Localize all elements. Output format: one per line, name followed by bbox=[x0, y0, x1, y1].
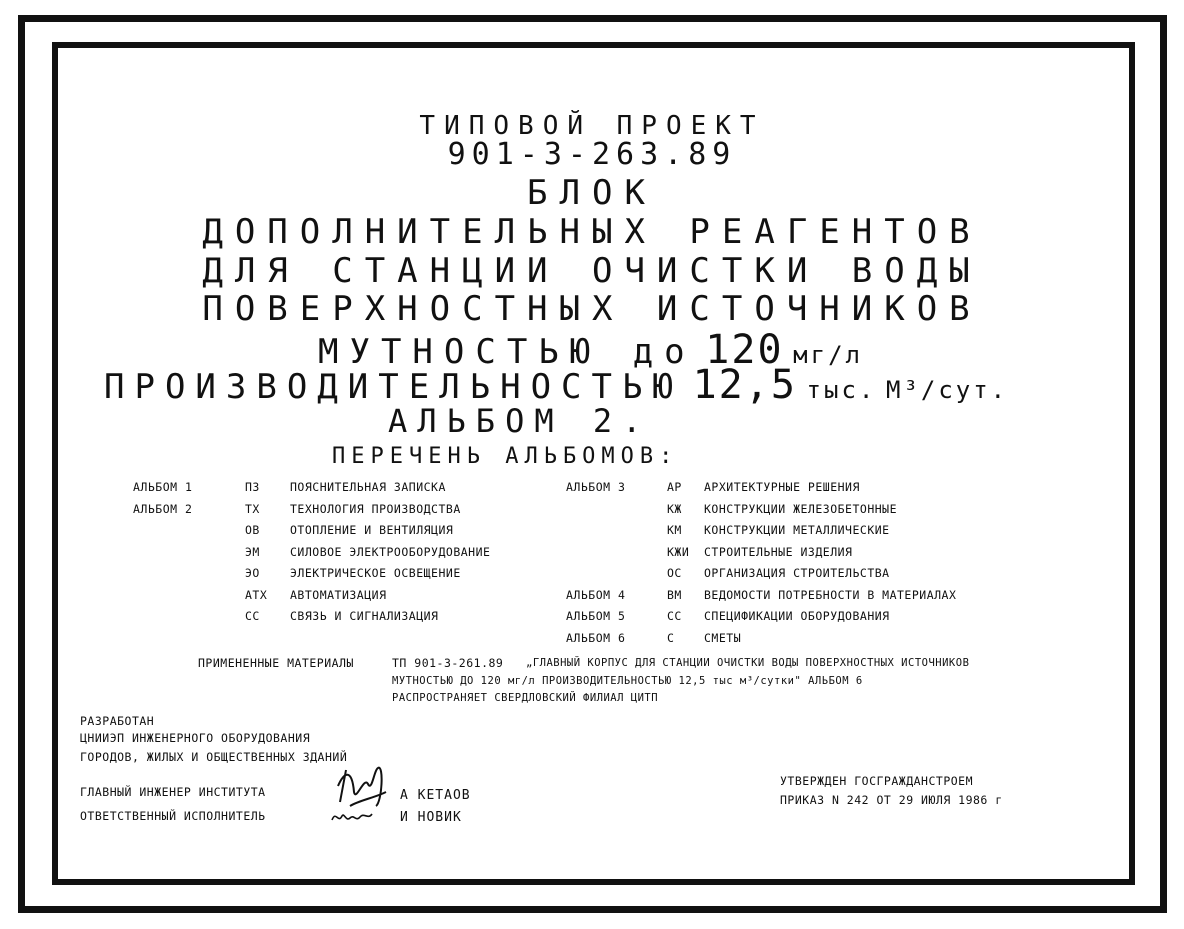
developer-line1: РАЗРАБОТАН bbox=[80, 714, 155, 728]
approval-line1: УТВЕРЖДЕН ГОСГРАЖДАНСТРОЕМ bbox=[780, 774, 974, 788]
albums-list-heading: ПЕРЕЧЕНЬ АЛЬБОМОВ: bbox=[332, 444, 679, 469]
developer-line2: ЦНИИЭП ИНЖЕНЕРНОГО ОБОРУДОВАНИЯ bbox=[80, 731, 311, 745]
title-water-station: ДЛЯ СТАНЦИИ ОЧИСТКИ ВОДЫ bbox=[202, 251, 982, 291]
capacity-line bbox=[104, 362, 1009, 408]
album-left-name: ЭЛЕКТРИЧЕСКОЕ ОСВЕЩЕНИЕ bbox=[290, 566, 461, 580]
title-additional-reagents: ДОПОЛНИТЕЛЬНЫХ РЕАГЕНТОВ bbox=[202, 212, 982, 252]
materials-line1: „ГЛАВНЫЙ КОРПУС ДЛЯ СТАНЦИИ ОЧИСТКИ ВОДЫ ПОВЕРХНОСТНЫХ ИСТОЧНИКОВ bbox=[526, 657, 970, 669]
album-left-name: СВЯЗЬ И СИГНАЛИЗАЦИЯ bbox=[290, 609, 439, 623]
album-right-name: КОНСТРУКЦИИ МЕТАЛЛИЧЕСКИЕ bbox=[704, 523, 890, 537]
turbidity-value: 120 bbox=[705, 327, 784, 373]
title-block: БЛОК bbox=[527, 173, 657, 213]
album-left-name: ОТОПЛЕНИЕ И ВЕНТИЛЯЦИЯ bbox=[290, 523, 454, 537]
album-right-code: АР bbox=[667, 480, 682, 494]
album-right-name: СМЕТЫ bbox=[704, 630, 742, 645]
album-right-code: КМ bbox=[667, 523, 682, 537]
album-right-code: КЖИ bbox=[667, 544, 690, 559]
album-left-name: ТЕХНОЛОГИЯ ПРОИЗВОДСТВА bbox=[290, 501, 461, 516]
capacity-unit-a: тыс. bbox=[806, 376, 877, 404]
album-left-code: ОВ bbox=[245, 523, 260, 537]
album-right-album: АЛЬБОМ 3 bbox=[566, 480, 626, 494]
album-right-album: АЛЬБОМ 4 bbox=[566, 587, 626, 602]
album-right-code: ВМ bbox=[667, 587, 682, 602]
album-left-code: ЭМ bbox=[245, 544, 260, 559]
album-number: АЛЬБОМ 2. bbox=[388, 402, 652, 440]
album-right-name: ОРГАНИЗАЦИЯ СТРОИТЕЛЬСТВА bbox=[704, 566, 890, 580]
materials-line3: РАСПРОСТРАНЯЕТ СВЕРДЛОВСКИЙ ФИЛИАЛ ЦИТП bbox=[392, 692, 659, 704]
responsible-role: ОТВЕТСТВЕННЫЙ ИСПОЛНИТЕЛЬ bbox=[80, 809, 266, 823]
album-right-album: АЛЬБОМ 6 bbox=[566, 630, 626, 645]
album-right-name: АРХИТЕКТУРНЫЕ РЕШЕНИЯ bbox=[704, 480, 860, 494]
album-right-code: С bbox=[667, 630, 675, 645]
album-right-name: СТРОИТЕЛЬНЫЕ ИЗДЕЛИЯ bbox=[704, 544, 853, 559]
album-left-name: АВТОМАТИЗАЦИЯ bbox=[290, 587, 387, 602]
materials-label: ПРИМЕНЕННЫЕ МАТЕРИАЛЫ bbox=[198, 656, 354, 670]
materials-ref: ТП 901-3-261.89 bbox=[392, 656, 504, 670]
title-surface-sources: ПОВЕРХНОСТНЫХ ИСТОЧНИКОВ bbox=[202, 289, 982, 329]
approval-line2: ПРИКАЗ N 242 ОТ 29 ИЮЛЯ 1986 г bbox=[780, 793, 1003, 807]
project-number: 901-3-263.89 bbox=[447, 137, 737, 172]
signature-chief bbox=[330, 762, 392, 812]
developer-line3: ГОРОДОВ, ЖИЛЫХ И ОБЩЕСТВЕННЫХ ЗДАНИЙ bbox=[80, 750, 348, 764]
album-left-album: АЛЬБОМ 1 bbox=[133, 480, 193, 494]
album-right-name: ВЕДОМОСТИ ПОТРЕБНОСТИ В МАТЕРИАЛАХ bbox=[704, 587, 957, 602]
album-left-code: СС bbox=[245, 609, 260, 623]
album-left-code: ЭО bbox=[245, 566, 260, 580]
capacity-unit-b: М³/сут. bbox=[885, 376, 1009, 404]
album-right-name: СПЕЦИФИКАЦИИ ОБОРУДОВАНИЯ bbox=[704, 609, 890, 623]
album-left-code: АТХ bbox=[245, 587, 268, 602]
album-right-album: АЛЬБОМ 5 bbox=[566, 609, 626, 623]
album-right-code: КЖ bbox=[667, 501, 682, 516]
capacity-value: 12,5 bbox=[692, 362, 797, 408]
materials-line2: МУТНОСТЬЮ ДО 120 мг/л ПРОИЗВОДИТЕЛЬНОСТЬЮ 12,5 тыс м³/сутки" АЛЬБОМ 6 bbox=[392, 675, 863, 687]
album-right-name: КОНСТРУКЦИИ ЖЕЛЕЗОБЕТОННЫЕ bbox=[704, 501, 898, 516]
chief-engineer-role: ГЛАВНЫЙ ИНЖЕНЕР ИНСТИТУТА bbox=[80, 785, 266, 799]
signature-responsible bbox=[330, 808, 374, 826]
album-left-album: АЛЬБОМ 2 bbox=[133, 501, 193, 516]
album-right-code: СС bbox=[667, 609, 682, 623]
album-left-code: ПЗ bbox=[245, 480, 260, 494]
album-right-code: ОС bbox=[667, 566, 682, 580]
responsible-name: И НОВИК bbox=[400, 810, 462, 825]
chief-engineer-name: А КЕТАОВ bbox=[400, 788, 471, 803]
turbidity-prefix: МУТНОСТЬЮ до bbox=[318, 332, 696, 372]
album-left-code: ТХ bbox=[245, 501, 260, 516]
title-typical-project: ТИПОВОЙ ПРОЕКТ bbox=[419, 111, 765, 141]
capacity-prefix: ПРОИЗВОДИТЕЛЬНОСТЬЮ bbox=[104, 367, 683, 407]
album-left-name: СИЛОВОЕ ЭЛЕКТРООБОРУДОВАНИЕ bbox=[290, 544, 491, 559]
turbidity-unit: мг/л bbox=[793, 341, 863, 369]
album-left-name: ПОЯСНИТЕЛЬНАЯ ЗАПИСКА bbox=[290, 480, 446, 494]
